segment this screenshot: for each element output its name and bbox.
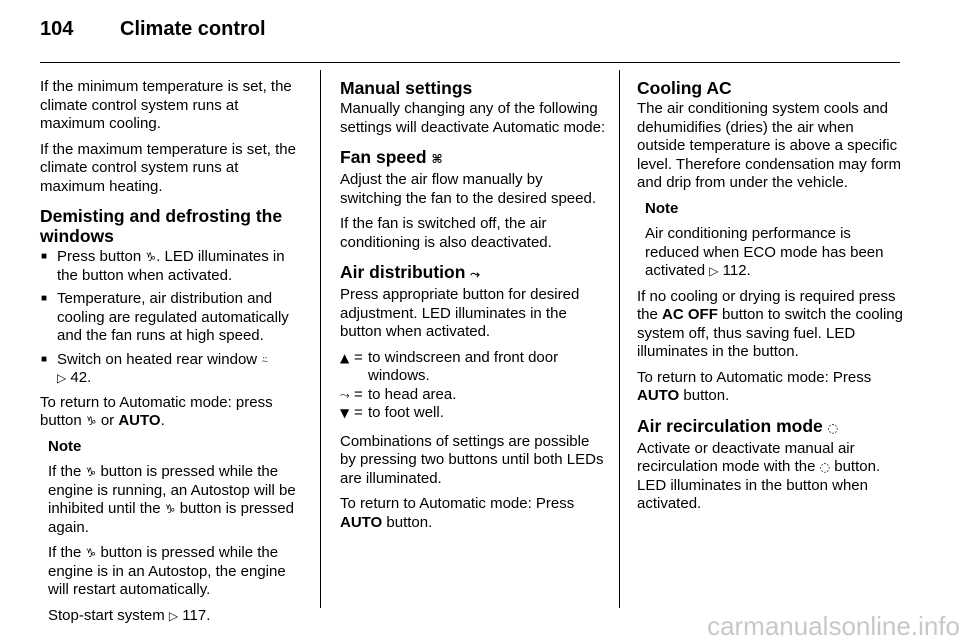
max-defrost-icon: ♑ [85,414,97,428]
paragraph: Stop-start system ▷ 117. [48,606,211,624]
max-defrost-icon: ♑ [145,250,157,264]
list-item: ■ Switch on heated rear window ⍨ ▷ 42. [40,351,306,388]
page-ref-arrow-icon: ▷ [57,371,67,385]
page-reference-link[interactable]: 42. [70,369,92,386]
air-distribution-icon: ⤳ [340,387,350,402]
header-rule [40,62,900,63]
page-reference-link[interactable]: 117. [182,606,211,624]
fan-icon: ⌘ [431,152,443,166]
rear-window-heating-icon: ⍨ [261,352,269,367]
list-item: ▲ = to windscreen and front door windows. [340,348,559,384]
section-heading-cooling-ac: Cooling AC [637,78,732,98]
page-number: 104 [40,18,74,40]
paragraph: Press appropriate button for desired adjustment. LED illuminates in the button when activated. [340,286,580,340]
list-item: ■ Temperature, air distribution and cooling are regulated automatically and the fan runs at high speed. [40,290,306,346]
recirculation-icon: ◌ [819,460,831,474]
paragraph: Activate or deactivate manual air recirculation mode with the ◌ button. LED illuminates in the button when activated. [637,439,881,512]
recirculation-icon: ◌ [827,420,839,435]
paragraph: To return to Automatic mode: Press AUTO button. [340,495,575,531]
paragraph: Air conditioning performance is reduced when ECO mode has been activated ▷ 112. [645,225,884,279]
paragraph: Manually changing any of the following settings will deactivate Automatic mode: [340,100,606,136]
list-item: ▼ = to foot well. [340,404,444,421]
column-1 [40,78,306,632]
paragraph: If the minimum temperature is set, the climate control system runs at maximum cooling. [40,78,292,132]
max-defrost-icon: ♑ [164,502,176,516]
column-2 [340,78,606,539]
paragraph: Combinations of settings are possible by pressing two buttons until both LEDs are illuminated. [340,432,604,487]
paragraph: If the ♑ button is pressed while the engine is in an Autostop, the engine will restart automatically. [48,544,286,598]
page-ref-arrow-icon: ▷ [168,608,179,623]
arrow-up-icon: ▲ [340,350,350,365]
column-divider-1 [320,70,321,608]
list-item: ⤳ = to head area. [340,385,457,403]
air-distribution-icon: ⤳ [470,267,480,281]
section-heading-air-distribution: Air distribution ⤳ [340,262,480,282]
distribution-list [340,349,606,423]
max-defrost-icon: ♑ [85,465,97,479]
paragraph: The air conditioning system cools and dehumidifies (dries) the air when outside temperature is above a specific level. Therefore condensation may form and drip from under the vehicle. [637,100,902,191]
note-box [48,438,306,626]
page-reference-link[interactable]: 112. [722,262,751,279]
note-label: Note [48,437,82,455]
paragraph: To return to Automatic mode: press button ♑ or AUTO. [40,393,273,429]
section-heading-fan-speed: Fan speed ⌘ [340,147,443,167]
bullet-list [40,248,306,388]
paragraph: If the maximum temperature is set, the climate control system runs at maximum heating. [40,140,296,195]
section-heading-demisting: Demisting and defrosting the windows [40,206,283,246]
paragraph: To return to Automatic mode: Press AUTO button. [637,368,872,404]
max-defrost-icon: ♑ [85,546,97,560]
arrow-down-icon: ▼ [340,406,350,420]
section-heading-manual-settings: Manual settings [340,78,473,98]
watermark: carmanualsonline.info [707,611,960,641]
note-label: Note [645,199,679,217]
paragraph: Adjust the air flow manually by switching the fan to the desired speed. [340,171,596,207]
page-title: Climate control [120,18,266,40]
section-heading-air-recirculation: Air recirculation mode ◌ [637,415,839,436]
column-3 [637,78,903,521]
column-divider-2 [619,70,620,608]
paragraph: If no cooling or drying is required press the AC OFF button to switch the cooling system off, thus saving fuel. LED illuminates in the button. [637,287,903,360]
paragraph: If the ♑ button is pressed while the engine is running, an Autostop will be inhibited until the ♑ button is pressed again. [48,463,296,536]
note-box [645,200,903,281]
paragraph: If the fan is switched off, the air conditioning is also deactivated. [340,215,552,251]
page-ref-arrow-icon: ▷ [709,264,719,278]
list-item: ■ Press button ♑. LED illuminates in the button when activated. [40,248,306,285]
